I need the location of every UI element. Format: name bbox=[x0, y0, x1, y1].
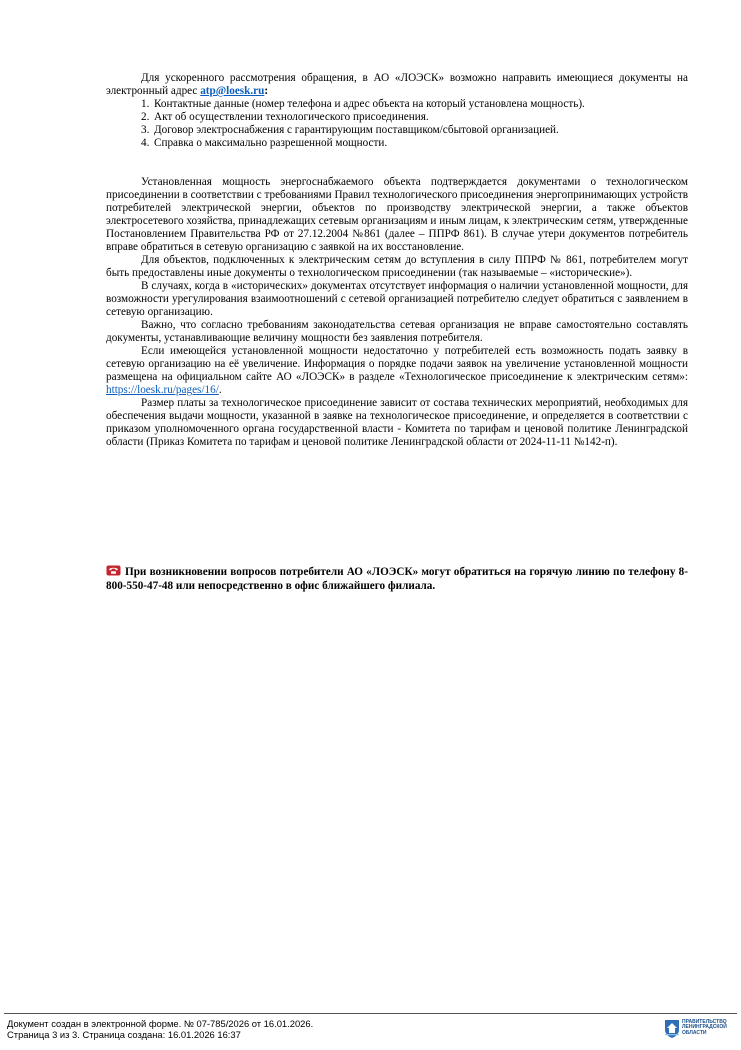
list-item bbox=[106, 124, 688, 137]
list-item-number: 3. bbox=[141, 124, 150, 136]
paragraph-important: Важно, что согласно требованиям законодательства сетевая организация не вправе самостоятельно составлять документы, устанавливающие величину мощности без заявления потребителя. bbox=[106, 319, 688, 344]
footer-document-line: Документ создан в электронной форме. № 07-785/2026 от 16.01.2026. bbox=[7, 1018, 314, 1029]
document-body bbox=[106, 72, 688, 449]
intro-colon: : bbox=[264, 85, 269, 97]
footer-divider bbox=[4, 1013, 737, 1014]
list-item-text: Договор электроснабжения с гарантирующим поставщиком/сбытовой организацией. bbox=[154, 124, 559, 136]
list-item-text: Контактные данные (номер телефона и адрес объекта на который установлена мощность). bbox=[154, 98, 585, 110]
hotline-notice bbox=[106, 565, 688, 593]
hotline-text: При возникновении вопросов потребители АО «ЛОЭСК» могут обратиться на горячую линию по телефону 8-800-550-47-48 или непосредственно в офис ближайшего филиала. bbox=[106, 566, 688, 592]
list-item-text: Акт об осуществлении технологического присоединения. bbox=[154, 111, 429, 123]
paragraph-increase-capacity bbox=[106, 345, 688, 397]
email-link[interactable]: atp@loesk.ru bbox=[200, 85, 265, 97]
paragraph-missing-info: В случаях, когда в «исторических» документах отсутствует информация о наличии установленной мощности, для возможности урегулирования взаимоотношений с сетевой организацией потребителю следует обратиться с заявлением в сетевую организацию. bbox=[106, 280, 688, 318]
list-item-number: 1. bbox=[141, 98, 150, 110]
intro-paragraph bbox=[106, 72, 688, 98]
paragraph-installed-capacity: Установленная мощность энергоснабжаемого объекта подтверждается документами о технологическом присоединении в соответствии с требованиями Правил технологического присоединения энергопринимающих устройств потребителей электрической энергии, объектов по производству электрической энергии, а также объектов электросетевого хозяйства, принадлежащих сетевым организациям и иным лицам, к электрическим сетям, утвержденные Постановлением Правительства РФ от 27.12.2004 №861 (далее – ППРФ 861). В случае утери документов потребитель вправе обратиться в сетевую организацию с заявкой на их восстановление. bbox=[106, 176, 688, 253]
footer-page-line: Страница 3 из 3. Страница создана: 16.01.2026 16:37 bbox=[7, 1029, 241, 1040]
government-logo bbox=[664, 1017, 734, 1045]
list-item bbox=[106, 137, 688, 150]
documents-list bbox=[106, 98, 688, 150]
coat-of-arms-icon bbox=[664, 1019, 680, 1039]
paragraph-fee: Размер платы за технологическое присоединение зависит от состава технических мероприятий, необходимых для обеспечения выдачи мощности, указанной в заявке на технологическое присоединение, и определяется в соответствии с приказом уполномоченного органа государственной власти - Комитета по тарифам и ценовой политике Ленинградской области (Приказ Комитета по тарифам и ценовой политике Ленинградской области от 2024-11-11 №142-п). bbox=[106, 397, 688, 448]
list-item bbox=[106, 98, 688, 111]
list-item bbox=[106, 111, 688, 124]
list-item-text: Справка о максимально разрешенной мощности. bbox=[154, 137, 388, 149]
increase-capacity-text: Если имеющейся установленной мощности недостаточно у потребителей есть возможность подать заявку в сетевую организацию на её увеличение. Информация о порядке подачи заявок на увеличение установленной мощности размещена на официальном сайте АО «ЛОЭСК» в разделе «Технологическое присоединение к электрическим сетям»: bbox=[106, 345, 688, 383]
list-item-number: 2. bbox=[141, 111, 150, 123]
intro-text: Для ускоренного рассмотрения обращения, в АО «ЛОЭСК» возможно направить имеющиеся документы на электронный адрес bbox=[106, 72, 688, 97]
logo-text: ПРАВИТЕЛЬСТВО ЛЕНИНГРАДСКОЙ ОБЛАСТИ bbox=[682, 1019, 727, 1036]
paragraph-historical-docs: Для объектов, подключенных к электрическим сетям до вступления в силу ППРФ № 861, потребителем могут быть предоставлены иные документы о технологическом присоединении (так называемые – «исторические»). bbox=[106, 254, 688, 279]
increase-capacity-end: . bbox=[218, 384, 222, 396]
phone-icon bbox=[106, 565, 121, 576]
loesk-pages-link[interactable]: https://loesk.ru/pages/16/ bbox=[106, 384, 219, 396]
footer-info bbox=[7, 1018, 313, 1040]
list-item-number: 4. bbox=[141, 137, 150, 149]
